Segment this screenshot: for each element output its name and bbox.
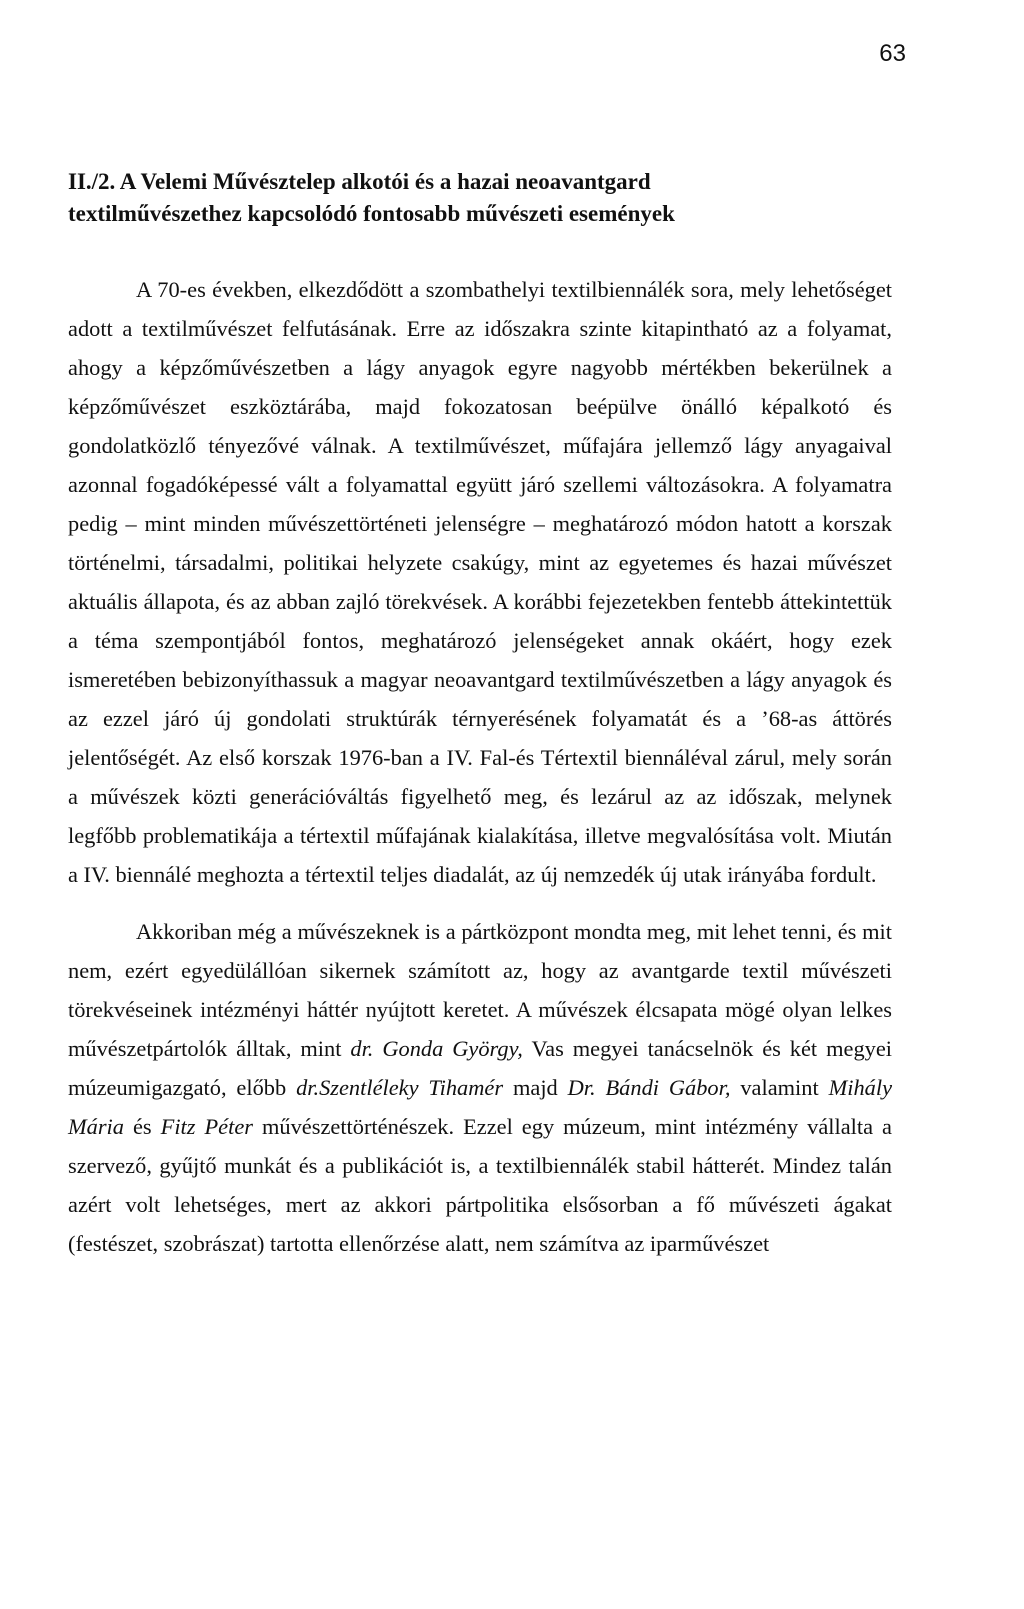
paragraph-1: A 70-es években, elkezdődött a szombathelyi textilbiennálék sora, mely lehetőséget adott a textilművészet felfutásának. Erre az időszakra szinte kitapintható az a folyamat, ahogy a képzőművészetben a lágy anyagok egyre nagyobb mértékben bekerülnek a képzőművészet eszköztárába, majd fokozatosan beépülve önálló képalkotó és gondolatközlő tényezővé válnak. A textilművészet, műfajára jellemző lágy anyagaival azonnal fogadóképessé vált a folyamattal együtt járó szellemi változásokra. A folyamatra pedig – mint minden művészettörténeti jelenségre – meghatározó módon hatott a korszak történelmi, társadalmi, politikai helyzete csakúgy, mint az egyetemes és hazai művészet aktuális állapota, és az abban zajló törekvések. A korábbi fejezetekben fentebb áttekintettük a téma szempontjából fontos, meghatározó jelenségeket annak okáért, hogy ezek ismeretében bebizonyíthassuk a magyar neoavantgard textilművészetben a lágy anyagok és az ezzel járó új gondolati struktúrák térnyerésének folyamatát és a ’68-as áttörés jelentőségét. Az első korszak 1976-ban a IV. Fal-és Tértextil biennáléval zárul, mely során a művészek közti generációváltás figyelhető meg, és lezárul az az időszak, melynek legfőbb problematikája a tértextil műfajának kialakítása, illetve megvalósítása volt. Miután a IV. biennálé meghozta a tértextil teljes diadalát, az új nemzedék új utak irányába fordult.: [68, 277, 892, 887]
page-number: 63: [879, 40, 906, 67]
page-content: [68, 166, 892, 1263]
person-name-mihaly: Mihály Mária: [68, 1075, 893, 1139]
paragraph-2-text: valamint: [730, 1075, 829, 1100]
section-heading-line2: textilművészethez kapcsolódó fontosabb művészeti események: [68, 201, 675, 226]
section-heading: [68, 166, 892, 230]
paragraph-2-text: majd: [503, 1075, 568, 1100]
person-name-gonda: dr. Gonda György,: [350, 1036, 523, 1061]
person-name-bandi: Dr. Bándi Gábor,: [567, 1075, 731, 1100]
paragraph-2-text: és: [123, 1114, 161, 1139]
paragraph-2-text: Akkoriban még a művészeknek is a pártközpont mondta meg, mit lehet tenni, és mit nem, ezért egyedülállóan sikernek számított az, hogy az avantgarde textil művészeti törekvéseinek intézményi háttér nyújtott keretet. A művészek élcsapata mögé olyan lelkes művészetpártolók álltak, mint: [68, 919, 892, 1061]
paragraph-2-text: művészettörténészek. Ezzel egy múzeum, mint intézmény vállalta a szervező, gyűjtő munkát és a publikációt is, a textilbiennálék stabil hátterét. Mindez talán azért volt lehetséges, mert az akkori pártpolitika elsősorban a fő művészeti ágakat (festészet, szobrászat) tartotta ellenőrzése alatt, nem számítva az iparművészet: [68, 1114, 892, 1256]
section-heading-line1: II./2. A Velemi Művésztelep alkotói és a hazai neoavantgard: [68, 169, 651, 194]
person-name-fitz: Fitz Péter: [160, 1114, 253, 1139]
paragraph-2-text: Vas megyei tanácselnök és két megyei múzeumigazgató, előbb: [68, 1036, 892, 1100]
person-name-szentleleky: dr.Szentléleky Tihamér: [296, 1075, 504, 1100]
paragraph-2: [68, 912, 892, 1263]
